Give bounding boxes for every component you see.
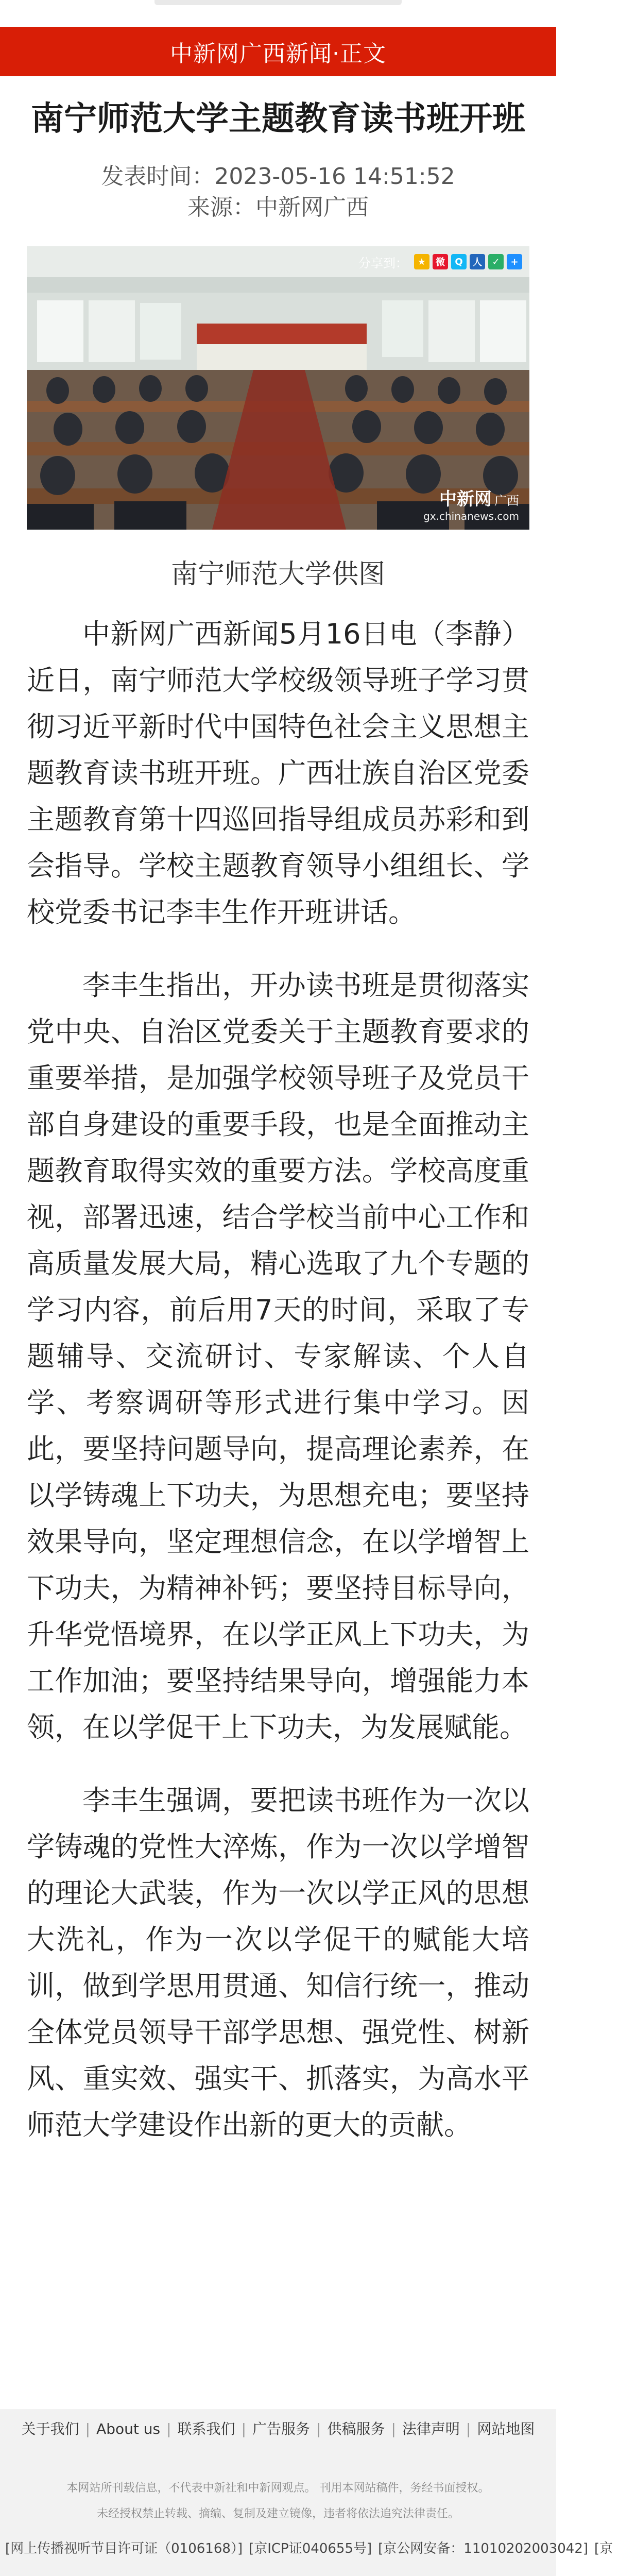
footer-link-legal[interactable]: 法律声明	[402, 2420, 460, 2437]
weibo-share-icon[interactable]: 微	[433, 254, 448, 269]
publish-time-value: 2023-05-16 14:51:52	[214, 163, 455, 190]
footer-links	[0, 2416, 556, 2442]
footer-separator: |	[166, 2420, 171, 2437]
site-footer	[0, 2409, 613, 2576]
publish-time-label: 发表时间：	[101, 163, 215, 190]
footer-link-sitemap[interactable]: 网站地图	[477, 2420, 535, 2437]
photo-watermark	[423, 485, 519, 522]
footer-link-about-en[interactable]: About us	[96, 2420, 161, 2437]
footer-separator: |	[466, 2420, 471, 2437]
watermark-logo	[423, 485, 519, 510]
top-strip	[0, 0, 556, 27]
more-share-icon[interactable]: +	[507, 254, 522, 269]
article-body	[27, 611, 529, 2175]
footer-link-supply[interactable]: 供稿服务	[327, 2420, 385, 2437]
footer-license-line	[5, 2538, 613, 2557]
footer-separator: |	[241, 2420, 246, 2437]
renren-share-icon[interactable]: 人	[470, 254, 485, 269]
publish-time	[0, 158, 556, 191]
footer-link-ads[interactable]: 广告服务	[252, 2420, 311, 2437]
license-icp[interactable]: [京ICP证040655号]	[249, 2541, 372, 2556]
wechat-share-icon[interactable]: ✓	[488, 254, 504, 269]
source-label: 来源：	[187, 194, 255, 221]
qq-share-icon[interactable]: Q	[451, 254, 467, 269]
footer-separator: |	[85, 2420, 91, 2437]
watermark-url: gx.chinanews.com	[423, 510, 519, 522]
article-photo	[27, 246, 529, 530]
footer-separator: |	[391, 2420, 396, 2437]
photo-caption: 南宁师范大学供图	[170, 559, 385, 590]
footer-separator: |	[316, 2420, 321, 2437]
source-value: 中新网广西	[255, 194, 369, 221]
footer-link-about[interactable]: 关于我们	[21, 2420, 79, 2437]
footer-link-contact[interactable]: 联系我们	[177, 2420, 235, 2437]
article-paragraph: 李丰生指出，开办读书班是贯彻落实党中央、自治区党委关于主题教育要求的重要举措，是加强学校领导班子及党员干部自身建设的重要手段，也是全面推动主题教育取得实效的重要方法。学校高度重视，部署迅速，结合学校当前中心工作和高质量发展大局，精心选取了九个专题的学习内容，前后用7天的时间，采取了专题辅导、交流研讨、专家解读、个人自学、考察调研等形式进行集中学习。因此，要坚持问题导向，提高理论素养，在以学铸魂上下功夫，为思想充电；要坚持效果导向，坚定理想信念，在以学增智上下功夫，为精神补钙；要坚持目标导向，升华党悟境界，在以学正风上下功夫，为工作加油；要坚持结果导向，增强能力本领，在以学促干上下功夫，为发展赋能。	[27, 969, 529, 1743]
article-title: 南宁师范大学主题教育读书班开班	[31, 100, 525, 138]
watermark-logo-text: 中新网	[439, 489, 492, 510]
article-paragraph: 李丰生强调，要把读书班作为一次以学铸魂的党性大淬炼，作为一次以学增智的理论大武装，作为一次以学正风的思想大洗礼，作为一次以学促干的赋能大培训，做到学思用贯通、知信行统一，推动全体党员领导干部学思想、强党性、树新风、重实效、强实干、抓落实，为高水平师范大学建设作出新的更大的贡献。	[27, 1784, 529, 2141]
license-av[interactable]: [网上传播视听节目许可证（0106168）]	[5, 2541, 243, 2556]
watermark-region: 广西	[494, 494, 519, 508]
share-label: 分享到：	[358, 256, 408, 270]
header-title[interactable]: 中新网广西新闻·正文	[170, 41, 386, 67]
article-source	[0, 189, 556, 222]
qzone-share-icon[interactable]: ★	[414, 254, 429, 269]
share-bar	[358, 252, 522, 271]
article-paragraph: 中新网广西新闻5月16日电（李静）近日，南宁师范大学校级领导班子学习贯彻习近平新时代中国特色社会主义思想主题教育读书班开班。广西壮族自治区党委主题教育第十四巡回指导组成员苏彩和到会指导。学校主题教育领导小组组长、学校党委书记李丰生作开班讲话。	[27, 618, 529, 928]
top-edge-remnant	[154, 0, 402, 5]
license-police[interactable]: [京公网安备：11010202003042]	[378, 2541, 589, 2556]
footer-copyright-notice: 未经授权禁止转载、摘编、复制及建立镜像，违者将依法追究法律责任。	[96, 2507, 459, 2520]
site-header	[0, 27, 556, 76]
license-more[interactable]: [京	[594, 2541, 613, 2556]
footer-disclaimer: 本网站所刊载信息，不代表中新社和中新网观点。 刊用本网站稿件，务经书面授权。	[66, 2482, 490, 2495]
